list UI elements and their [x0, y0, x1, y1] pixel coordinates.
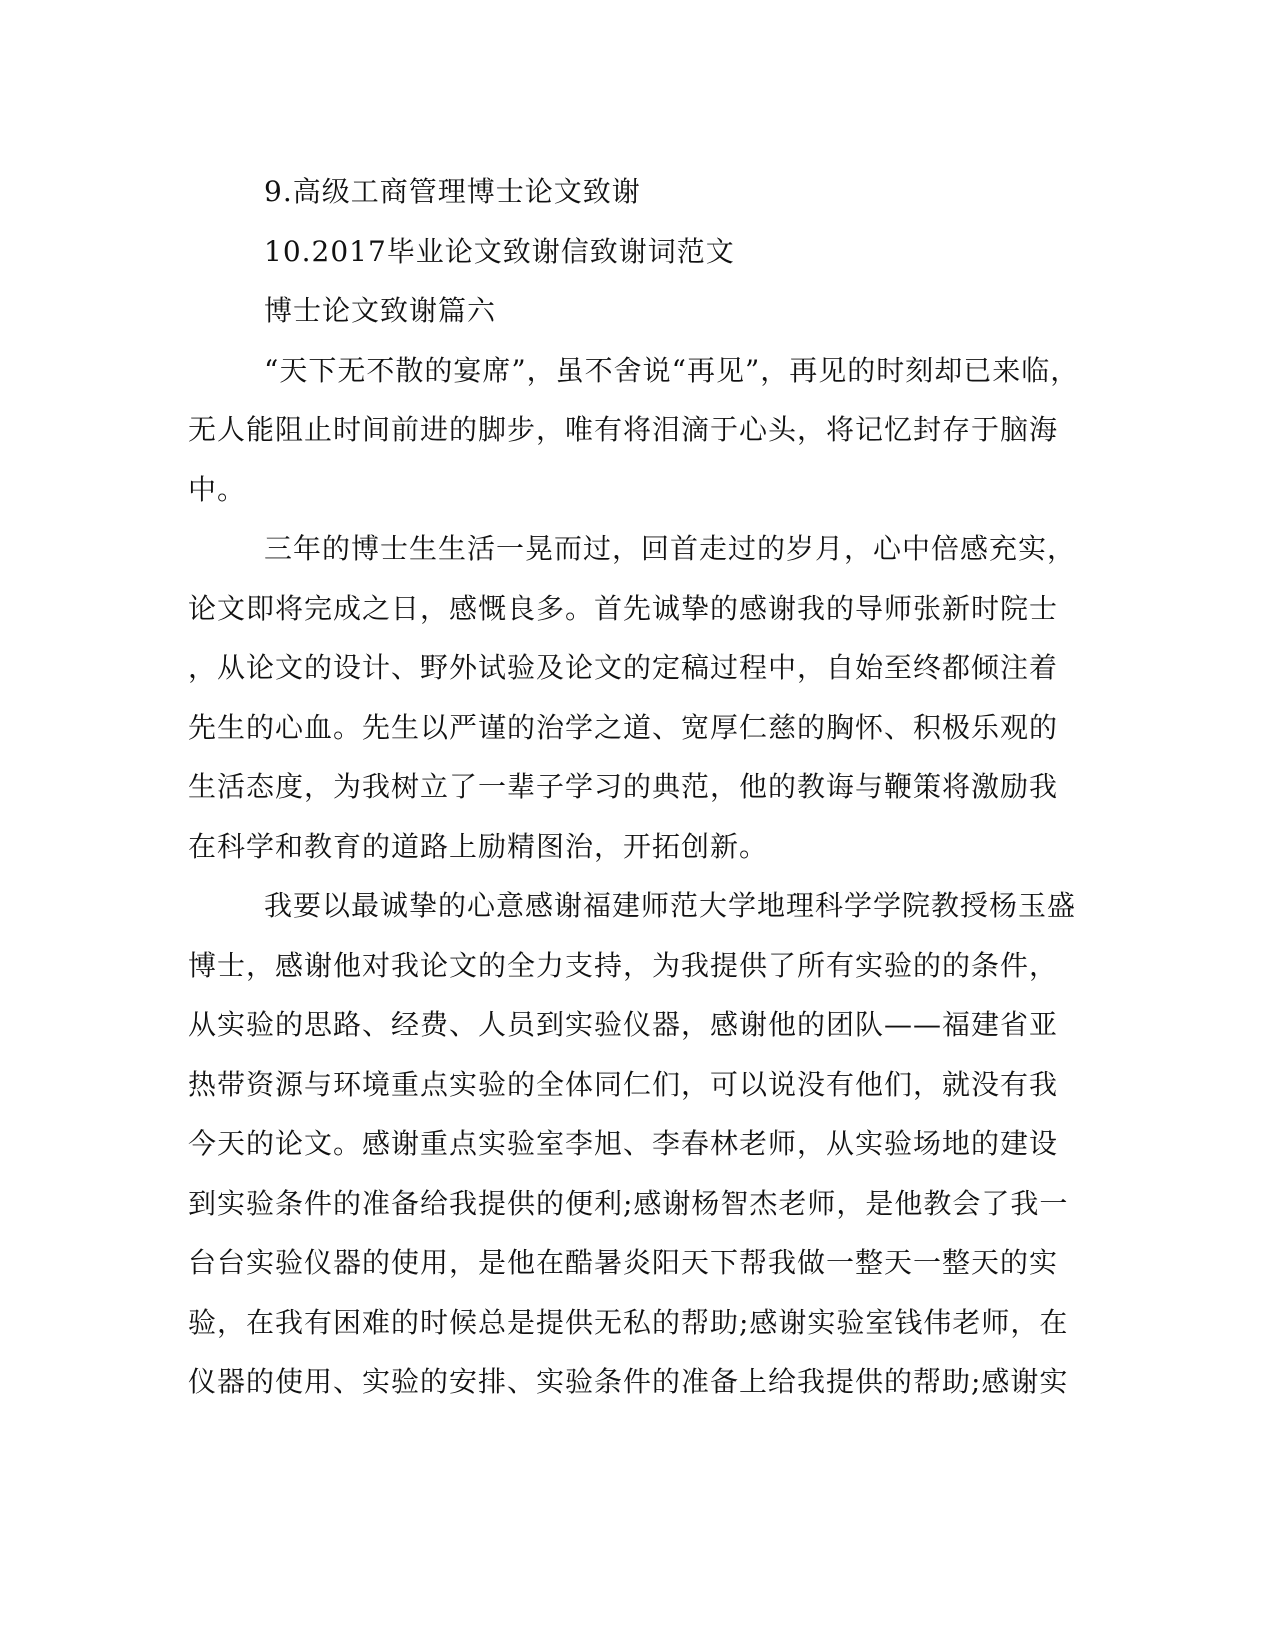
paragraph-3-line-5: 今天的论文。感谢重点实验室李旭、李春林老师，从实验场地的建设: [188, 1127, 1059, 1160]
paragraph-3-line-8: 验，在我有困难的时候总是提供无私的帮助;感谢实验室钱伟老师，在: [188, 1305, 1069, 1339]
paragraph-2-line-1: 三年的博士生生活一晃而过，回首走过的岁月，心中倍感充实，: [264, 532, 1077, 565]
paragraph-2-line-3: ，从论文的设计、野外试验及论文的定稿过程中，自始至终都倾注着: [188, 651, 1059, 684]
paragraph-3-line-6: 到实验条件的准备给我提供的便利;感谢杨智杰老师，是他教会了我一: [188, 1186, 1069, 1220]
paragraph-3-line-7: 台台实验仪器的使用，是他在酷暑炎阳天下帮我做一整天一整天的实: [188, 1246, 1059, 1279]
list-item-9: 9.高级工商管理博士论文致谢: [264, 175, 641, 208]
paragraph-3-line-9: 仪器的使用、实验的安排、实验条件的准备上给我提供的帮助;感谢实: [188, 1365, 1069, 1398]
paragraph-3-line-3: 从实验的思路、经费、人员到实验仪器，感谢他的团队——福建省亚: [188, 1008, 1059, 1041]
paragraph-2-line-5: 生活态度，为我树立了一辈子学习的典范，他的教诲与鞭策将激励我: [188, 770, 1059, 803]
paragraph-2-line-2: 论文即将完成之日，感慨良多。首先诚挚的感谢我的导师张新时院士: [188, 591, 1059, 625]
paragraph-2-line-4: 先生的心血。先生以严谨的治学之道、宽厚仁慈的胸怀、积极乐观的: [188, 710, 1059, 744]
list-item-10: 10.2017毕业论文致谢信致谢词范文: [264, 234, 735, 268]
section-heading: 博士论文致谢篇六: [264, 294, 497, 327]
paragraph-2-line-6: 在科学和教育的道路上励精图治，开拓创新。: [188, 829, 769, 863]
paragraph-3-line-4: 热带资源与环境重点实验的全体同仁们，可以说没有他们，就没有我: [188, 1067, 1059, 1101]
paragraph-1-line-3: 中。: [188, 472, 247, 506]
document-body: [188, 162, 1080, 1412]
paragraph-3-line-1: 我要以最诚挚的心意感谢福建师范大学地理科学学院教授杨玉盛: [264, 889, 1077, 922]
paragraph-1-line-2: 无人能阻止时间前进的脚步，唯有将泪滴于心头，将记忆封存于脑海: [188, 413, 1059, 446]
paragraph-3-line-2: 博士，感谢他对我论文的全力支持，为我提供了所有实验的的条件，: [188, 948, 1059, 982]
paragraph-1-line-1: “天下无不散的宴席”，虽不舍说“再见”，再见的时刻却已来临，: [264, 353, 1080, 387]
